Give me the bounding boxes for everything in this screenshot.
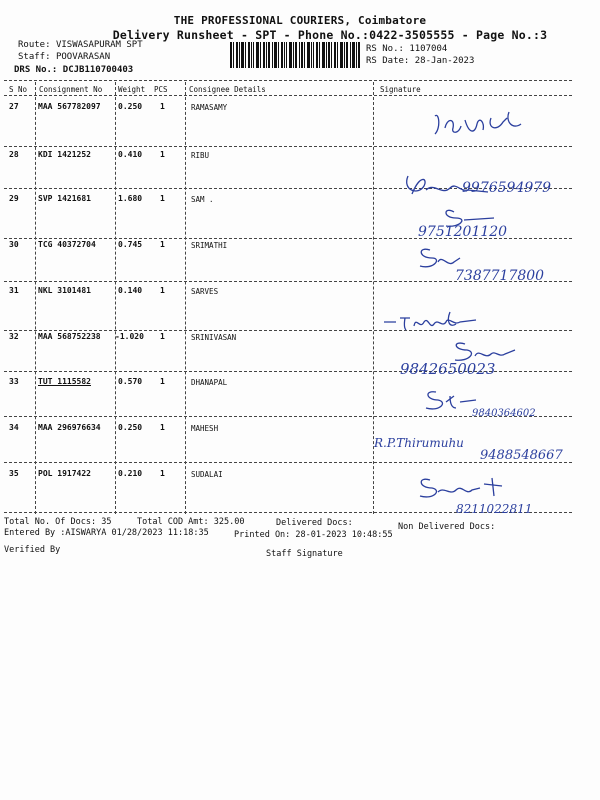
- cell-consignee: SAM .: [191, 195, 214, 204]
- col-header-signature: Signature: [380, 85, 421, 94]
- cell-sno: 27: [9, 102, 19, 111]
- cell-consignment: MAA 567782097: [38, 102, 101, 111]
- cell-sno: 35: [9, 469, 19, 478]
- cell-sno: 33: [9, 377, 19, 386]
- cell-pcs: 1: [160, 150, 165, 159]
- company-title: THE PROFESSIONAL COURIERS, Coimbatore: [173, 14, 427, 27]
- runsheet-title: Delivery Runsheet - SPT - Phone No.:0422-3505555 - Page No.:3: [112, 28, 548, 42]
- handwritten-phone: 9840364602: [472, 408, 536, 419]
- cell-consignee: SRIMATHI: [191, 241, 228, 250]
- table-header-rule: [4, 95, 572, 96]
- cell-consignment: MAA 296976634: [38, 423, 101, 432]
- drs-label: DRS No.:: [14, 65, 58, 75]
- route-label: Route:: [18, 40, 51, 50]
- staff-signature: Staff Signature: [266, 549, 343, 559]
- cell-weight: 0.210: [118, 469, 143, 478]
- cell-consignee: SUDALAI: [191, 470, 223, 479]
- cell-pcs: 1: [160, 469, 165, 478]
- handwritten-signature: [425, 108, 535, 140]
- handwritten-phone: 7387717800: [455, 268, 545, 284]
- cell-weight: 0.140: [118, 286, 143, 295]
- cell-sno: 32: [9, 332, 19, 341]
- cell-sno: 31: [9, 286, 19, 295]
- rs-number: RS No.: 1107004: [366, 44, 448, 54]
- cell-pcs: 1: [160, 332, 165, 341]
- handwritten-signature: [410, 474, 520, 502]
- cell-pcs: 1: [160, 102, 165, 111]
- route-row: [18, 40, 143, 50]
- total-cod: Total COD Amt: 325.00: [137, 517, 245, 527]
- cell-consignee: RAMASAMY: [191, 103, 228, 112]
- cell-consignee: SRINIVASAN: [191, 333, 237, 342]
- verified-by: Verified By: [4, 545, 61, 555]
- cell-weight: 0.745: [118, 240, 143, 249]
- delivered-docs: Delivered Docs:: [276, 518, 353, 528]
- cell-consignment: SVP 1421681: [38, 194, 91, 203]
- cell-pcs: 1: [160, 377, 165, 386]
- cell-consignment: TCG 40372704: [38, 240, 96, 249]
- staff-value: POOVARASAN: [55, 52, 111, 62]
- handwritten-phone: 9751201120: [418, 224, 508, 240]
- cell-sno: 29: [9, 194, 19, 203]
- cell-weight: 0.570: [118, 377, 143, 386]
- staff-label: Staff:: [18, 52, 51, 62]
- non-delivered-docs: Non Delivered Docs:: [398, 522, 496, 532]
- cell-consignee: SARVES: [191, 287, 219, 296]
- cell-consignment: NKL 3101481: [38, 286, 91, 295]
- rs-date: RS Date: 28-Jan-2023: [366, 56, 475, 66]
- drs-row: [14, 65, 133, 75]
- total-docs: Total No. Of Docs: 35: [4, 517, 112, 527]
- col-header-pcs: PCS: [154, 85, 168, 94]
- barcode-image: [230, 42, 360, 68]
- drs-value: DCJB110700403: [62, 65, 134, 75]
- cell-consignment: MAA 568752238: [38, 332, 101, 341]
- cell-weight: 0.250: [118, 423, 143, 432]
- cell-sno: 34: [9, 423, 19, 432]
- col-header-sno: S No: [9, 85, 28, 94]
- handwritten-phone: 9976594979: [462, 180, 552, 196]
- cell-pcs: 1: [160, 240, 165, 249]
- cell-consignee: RIBU: [191, 151, 210, 160]
- staff-row: [18, 52, 110, 62]
- cell-consignment: KDI 1421252: [38, 150, 91, 159]
- cell-consignee: MAHESH: [191, 424, 219, 433]
- cell-pcs: 1: [160, 423, 165, 432]
- printed-on: Printed On: 28-01-2023 10:48:55: [234, 530, 393, 540]
- route-value: VISWASAPURAM SPT: [55, 40, 143, 50]
- handwritten-signature: [380, 306, 500, 336]
- cell-consignment: POL 1917422: [38, 469, 91, 478]
- cell-weight: -1.020: [115, 332, 144, 341]
- cell-weight-value: 1.020: [119, 332, 144, 341]
- row-rule: [4, 146, 572, 147]
- cell-consignment: TUT 1115582: [38, 377, 91, 386]
- handwritten-phone: 8211022811: [456, 502, 533, 516]
- handwritten-phone: 9842650023: [400, 360, 496, 378]
- cell-sno: 28: [9, 150, 19, 159]
- cell-pcs: 1: [160, 286, 165, 295]
- col-header-consignee: Consignee Details: [189, 85, 266, 94]
- col-header-consignment: Consignment No: [39, 85, 103, 94]
- cell-consignee: DHANAPAL: [191, 378, 228, 387]
- cell-sno: 30: [9, 240, 19, 249]
- table-top-rule: [4, 80, 572, 81]
- cell-weight: 0.410: [118, 150, 143, 159]
- col-header-weight: Weight: [118, 85, 146, 94]
- cell-weight: 0.250: [118, 102, 143, 111]
- handwritten-signature: R.P.Thirumuhu: [374, 436, 464, 450]
- cell-pcs: 1: [160, 194, 165, 203]
- entered-by: Entered By :AISWARYA 01/28/2023 11:18:35: [4, 528, 209, 538]
- handwritten-phone: 9488548667: [480, 448, 563, 463]
- cell-weight: 1.680: [118, 194, 143, 203]
